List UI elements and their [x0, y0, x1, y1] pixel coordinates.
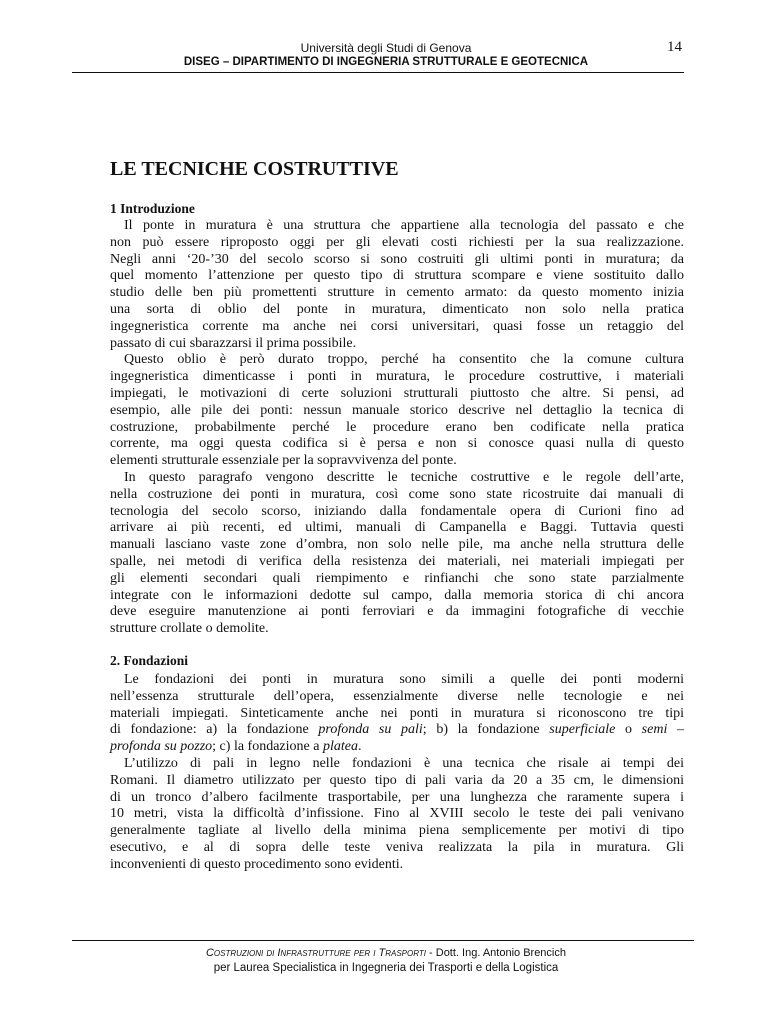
text-line: gli elementi secondari quali riempimento e rinfianchi che sono state parzialmente	[110, 570, 684, 586]
text-line: passato di cui sbarazzarsi il prima possibile.	[110, 335, 357, 351]
text-run: o	[615, 722, 642, 738]
text-line: Negli anni ‘20-’30 del secolo scorso si sono costruiti gli ultimi ponti in muratura; da	[110, 251, 684, 267]
text-line: Il ponte in muratura è una struttura che appartiene alla tecnologia del passato e che	[124, 218, 684, 233]
text-line: nella costruzione dei ponti in muratura, così come sono state ricostruite dai manuali di	[110, 486, 684, 502]
text-line: inconvenienti di questo procedimento sono evidenti.	[110, 856, 404, 872]
text-line: impiegati, le motivazioni di certe soluzioni strutturali piuttosto che altre. Si pensi, ad	[110, 385, 684, 401]
text-line: quel momento l’attenzione per questo tipo di struttura scompare e viene sostituito dallo	[110, 268, 684, 284]
text-line	[110, 722, 684, 739]
italic-term: profonda su pozzo	[110, 739, 213, 755]
text-line: corrente, ma oggi questa codifica si è persa e non si conosce quasi nulla di questo	[110, 436, 684, 452]
text-line: materiali impiegati. Sinteticamente anche nei ponti in muratura si riconoscono tre tipi	[110, 705, 684, 721]
text-line: non può essere riproposto oggi per gli elevati costi richiesti per la sua realizzazione.	[110, 234, 684, 250]
header-department: DISEG – DIPARTIMENTO DI INGEGNERIA STRUTTURALE E GEOTECNICA	[183, 56, 589, 68]
footer-course: Costruzioni di Infrastrutture per i Trasporti	[205, 947, 426, 959]
paragraph-2	[110, 352, 684, 470]
text-line: ingegneristica dimenticasse i ponti in muratura, le procedure costruttive, i materiali	[110, 369, 684, 385]
footer-line-1	[110, 946, 662, 960]
text-line: spalle, nei metodi di verifica della resistenza dei materiali, nei materiali impiegati per	[110, 553, 684, 569]
text-run: .	[357, 739, 362, 755]
text-line: strutture crollate o demolite.	[110, 621, 269, 637]
header-university: Università degli Studi di Genova	[300, 41, 472, 55]
text-line: 10 metri, vista la difficoltà d’infissione. Fino al XVIII secolo le teste dei pali venivano	[110, 806, 684, 822]
text-line: esempio, alle pile dei ponti: nessun manuale storico descrive nel dettaglio la tecnica di	[110, 402, 684, 418]
italic-term: semi –	[641, 722, 684, 738]
section-heading-fondazioni: 2. Fondazioni	[110, 653, 189, 668]
text-line: integrate con le informazioni dedotte sul campo, dalla memoria storica di chi ancora	[110, 587, 684, 603]
section-heading-introduzione: 1 Introduzione	[110, 201, 195, 216]
text-line: studio delle ben più promettenti strutture in cemento armato: da questo momento inizia	[110, 285, 684, 301]
footer-divider	[72, 940, 694, 941]
text-line: L’utilizzo di pali in legno nelle fondazioni è una tecnica che risale ai tempi dei	[124, 755, 684, 771]
text-run: di fondazione: a) la fondazione	[110, 722, 319, 738]
page-number: 14	[667, 39, 682, 55]
section-body-fondazioni	[110, 672, 684, 874]
text-run: ; c) la fondazione a	[212, 739, 323, 755]
paragraph-1	[110, 672, 684, 756]
text-line: deve eseguire manutenzione ai ponti ferroviari e da immagini fotografiche di vecchie	[110, 604, 684, 620]
document-title: LE TECNICHE COSTRUTTIVE	[110, 158, 399, 180]
text-line: di un tronco d’albero facilmente trasportabile, per una lunghezza che raramente supera i	[110, 789, 684, 805]
text-line: costruzione, probabilmente perché le procedure erano ben codificate nella pratica	[110, 419, 684, 435]
italic-term: platea	[322, 739, 358, 755]
text-line: generalmente tagliate al livello della minima piena semplicemente per motivi di tipo	[110, 823, 684, 839]
text-line: Le fondazioni dei ponti in muratura sono simili a quelle dei ponti moderni	[124, 672, 684, 687]
footer-line-2: per Laurea Specialistica in Ingegneria dei Trasporti e della Logistica	[213, 962, 559, 974]
text-line: Romani. Il diametro utilizzato per questo tipo di pali varia da 20 a 35 cm, le dimensioni	[110, 772, 684, 788]
text-line: una sorta di oblio del ponte in muratura, dimenticato non solo nella pratica	[110, 301, 684, 317]
text-line: ingegneristica corrente ma anche nei corsi universitari, quasi fosse un retaggio del	[110, 318, 684, 334]
text-line: elementi strutturale essenziale per la sopravvivenza del ponte.	[110, 453, 457, 469]
paragraph-1	[110, 218, 684, 352]
italic-term: superficiale	[549, 722, 616, 738]
text-line: arrivare ai più recenti, ed ultimi, manuali di Campanella e Baggi. Tuttavia questi	[110, 520, 684, 536]
paragraph-2	[110, 756, 684, 874]
text-line: In questo paragrafo vengono descritte le tecniche costruttive e le regole dell’arte,	[124, 469, 684, 485]
footer-author: - Dott. Ing. Antonio Brencich	[425, 947, 566, 959]
text-line: esecutivo, e al di sopra delle teste veniva realizzata la pila in muratura. Gli	[110, 839, 684, 855]
text-line	[110, 739, 684, 756]
text-run: ; b) la fondazione	[422, 722, 550, 738]
header-divider	[72, 72, 684, 73]
paragraph-3	[110, 470, 684, 638]
text-line: tecnologia del secolo scorso, iniziando dalla fondamentale opera di Curioni fino ad	[110, 503, 684, 519]
text-line: nell’essenza strutturale dell’opera, essenzialmente diverse nelle tecnologie e nei	[110, 688, 684, 704]
section-body-introduzione	[110, 218, 684, 638]
italic-term: profonda su pali	[318, 722, 423, 738]
text-line: Questo oblio è però durato troppo, perché ha consentito che la comune cultura	[124, 352, 684, 368]
text-line: manuali lasciano vaste zone d’ombra, non solo nelle pile, ma anche nella struttura delle	[110, 537, 684, 553]
